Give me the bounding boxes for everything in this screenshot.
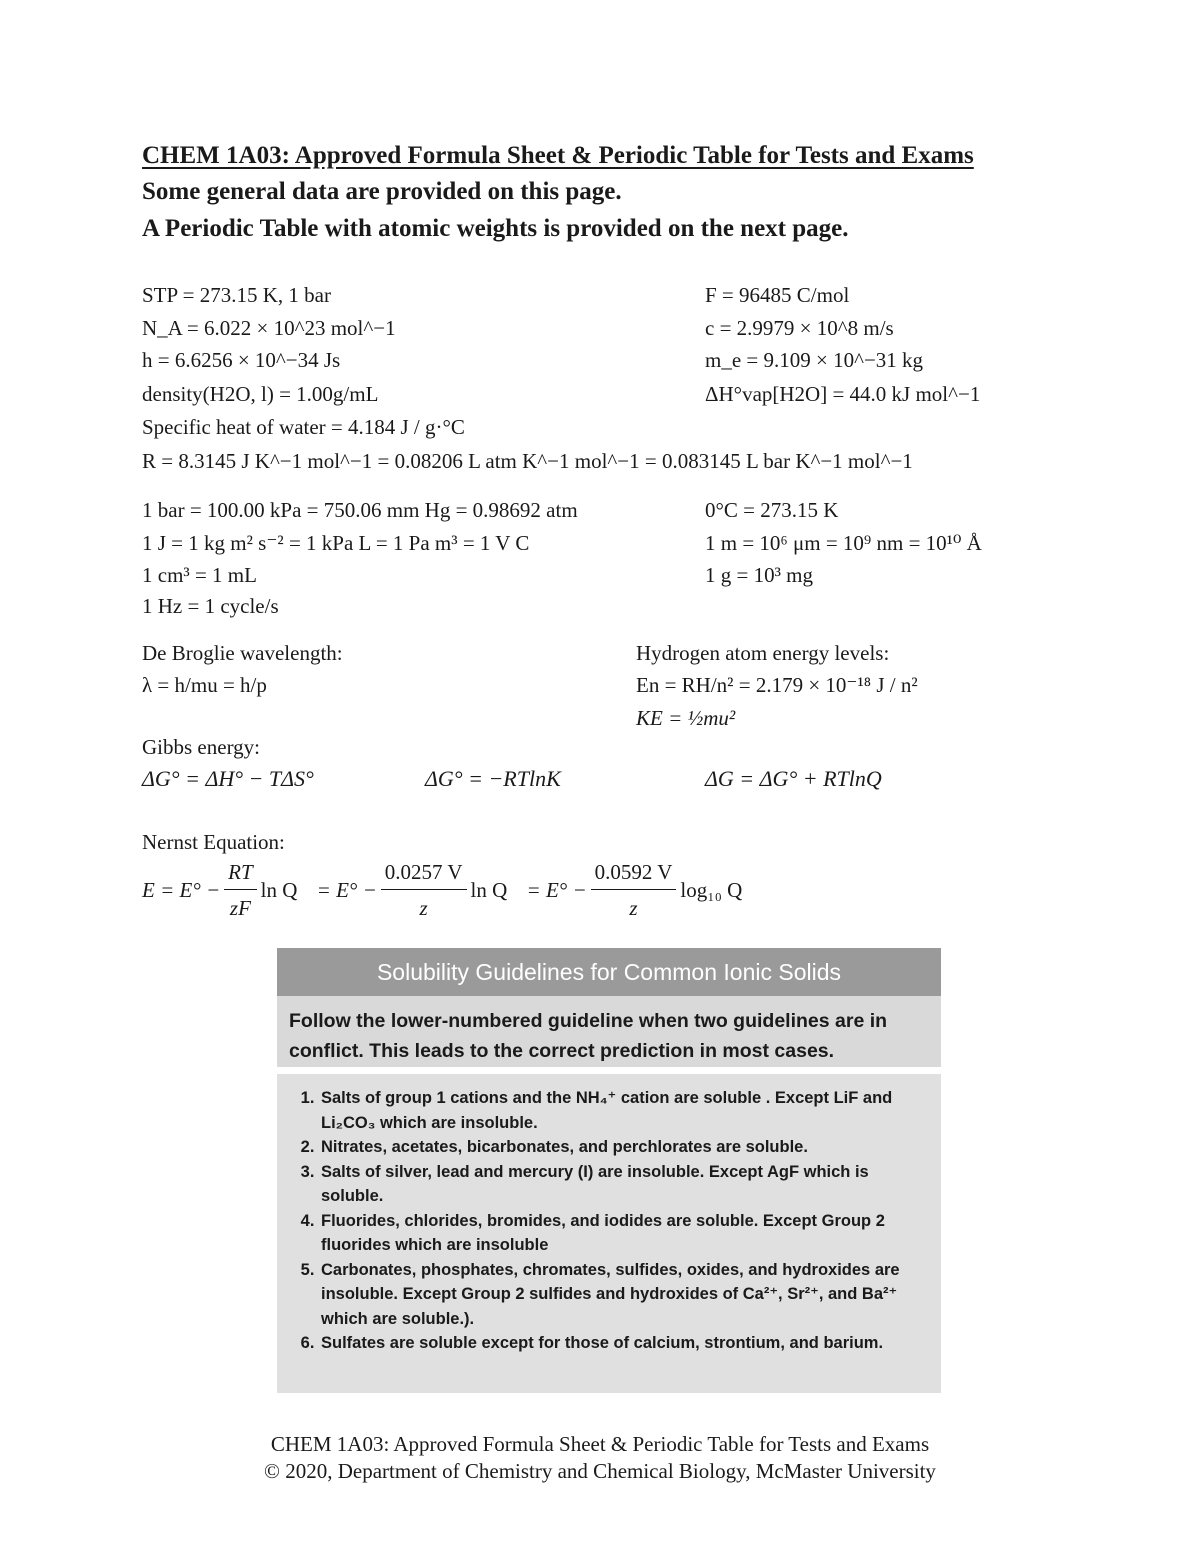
- footer-line-2: © 2020, Department of Chemistry and Chemical Biology, McMaster University: [264, 1459, 936, 1483]
- constant-stp: STP = 273.15 K, 1 bar: [142, 283, 331, 307]
- nernst-rt: RT: [228, 860, 253, 884]
- nernst-equals-2: = E° −: [526, 878, 587, 902]
- nernst-zf: zF: [229, 896, 251, 920]
- hydrogen-label: Hydrogen atom energy levels:: [636, 641, 890, 665]
- constant-specific-heat: Specific heat of water = 4.184 J / g·°C: [142, 415, 465, 439]
- nernst-z-1: z: [419, 896, 428, 920]
- nernst-v1: 0.0257 V: [381, 860, 467, 890]
- nernst-lnq-2: ln Q: [470, 878, 508, 902]
- gibbs-equation-3: ΔG = ΔG° + RTlnQ: [705, 766, 882, 791]
- solubility-list: [277, 1074, 941, 1393]
- footer-line-1: CHEM 1A03: Approved Formula Sheet & Periodic Table for Tests and Exams: [270, 1432, 930, 1456]
- solubility-item-2: 2. Nitrates, acetates, bicarbonates, and perchlorates are soluble.: [319, 1135, 923, 1160]
- gibbs-label: Gibbs energy:: [142, 735, 261, 759]
- page-title: CHEM 1A03: Approved Formula Sheet & Periodic Table for Tests and Exams: [142, 142, 974, 169]
- constant-density: density(H2O, l) = 1.00g/mL: [142, 382, 379, 406]
- nernst-z-2: z: [629, 896, 638, 920]
- solubility-item-1: 1. Salts of group 1 cations and the NH₄⁺ cation are soluble . Except LiF and Li₂CO₃ which are insoluble.: [319, 1086, 923, 1135]
- kinetic-energy-equation: KE = ½mu²: [636, 706, 736, 730]
- conversion-joule: 1 J = 1 kg m² s⁻² = 1 kPa L = 1 Pa m³ = 1 V C: [142, 531, 530, 555]
- conversion-cm3: 1 cm³ = 1 mL: [142, 563, 257, 587]
- nernst-fraction-rt: [224, 860, 257, 921]
- solubility-item-3: 3. Salts of silver, lead and mercury (I) are insoluble. Except AgF which is soluble.: [319, 1160, 923, 1209]
- nernst-fraction-v2: [591, 860, 677, 921]
- conversion-bar: 1 bar = 100.00 kPa = 750.06 mm Hg = 0.98692 atm: [142, 498, 578, 522]
- solubility-title: Solubility Guidelines for Common Ionic Solids: [277, 948, 941, 996]
- conversion-gram: 1 g = 10³ mg: [705, 563, 813, 587]
- conversion-meter: 1 m = 10⁶ μm = 10⁹ nm = 10¹⁰ Å: [705, 531, 982, 555]
- de-broglie-equation: λ = h/mu = h/p: [142, 673, 267, 697]
- nernst-v2: 0.0592 V: [591, 860, 677, 890]
- solubility-item-5: 5. Carbonates, phosphates, chromates, sulfides, oxides, and hydroxides are insoluble. Except Group 2 sulfides and hydroxides of Ca²⁺, Sr²⁺, and Ba²⁺ which are soluble.).: [319, 1258, 923, 1332]
- hydrogen-equation: En = RH/n² = 2.179 × 10⁻¹⁸ J / n²: [636, 673, 918, 697]
- nernst-prefix: E = E° −: [142, 878, 221, 902]
- nernst-lnq-1: ln Q: [260, 878, 298, 902]
- solubility-item-4: 4. Fluorides, chlorides, bromides, and iodides are soluble. Except Group 2 fluorides which are insoluble: [319, 1209, 923, 1258]
- constant-planck: h = 6.6256 × 10^−34 Js: [142, 348, 341, 372]
- constant-electron-mass: m_e = 9.109 × 10^−31 kg: [705, 348, 924, 372]
- de-broglie-label: De Broglie wavelength:: [142, 641, 343, 665]
- constant-gas: R = 8.3145 J K^−1 mol^−1 = 0.08206 L atm K^−1 mol^−1 = 0.083145 L bar K^−1 mol^−1: [142, 449, 913, 473]
- constant-avogadro: N_A = 6.022 × 10^23 mol^−1: [142, 316, 396, 340]
- nernst-label: Nernst Equation:: [142, 830, 285, 854]
- nernst-log: log₁₀ Q: [680, 878, 743, 902]
- conversion-hz: 1 Hz = 1 cycle/s: [142, 594, 279, 618]
- solubility-intro: Follow the lower-numbered guideline when two guidelines are in conflict. This leads to the correct prediction in most cases.: [277, 996, 941, 1067]
- constant-light-speed: c = 2.9979 × 10^8 m/s: [705, 316, 894, 340]
- nernst-equals-1: = E° −: [316, 878, 377, 902]
- gibbs-equation-1: ΔG° = ΔH° − TΔS°: [142, 766, 314, 791]
- gibbs-equation-2: ΔG° = −RTlnK: [425, 766, 561, 791]
- constant-faraday: F = 96485 C/mol: [705, 283, 850, 307]
- subtitle-line-2: A Periodic Table with atomic weights is provided on the next page.: [142, 215, 849, 242]
- nernst-fraction-v1: [381, 860, 467, 921]
- nernst-equation: [142, 860, 742, 921]
- conversion-kelvin: 0°C = 273.15 K: [705, 498, 839, 522]
- constant-vaporization: ΔH°vap[H2O] = 44.0 kJ mol^−1: [705, 382, 981, 406]
- subtitle-line-1: Some general data are provided on this page.: [142, 178, 622, 205]
- solubility-item-6: 6. Sulfates are soluble except for those of calcium, strontium, and barium.: [319, 1331, 923, 1356]
